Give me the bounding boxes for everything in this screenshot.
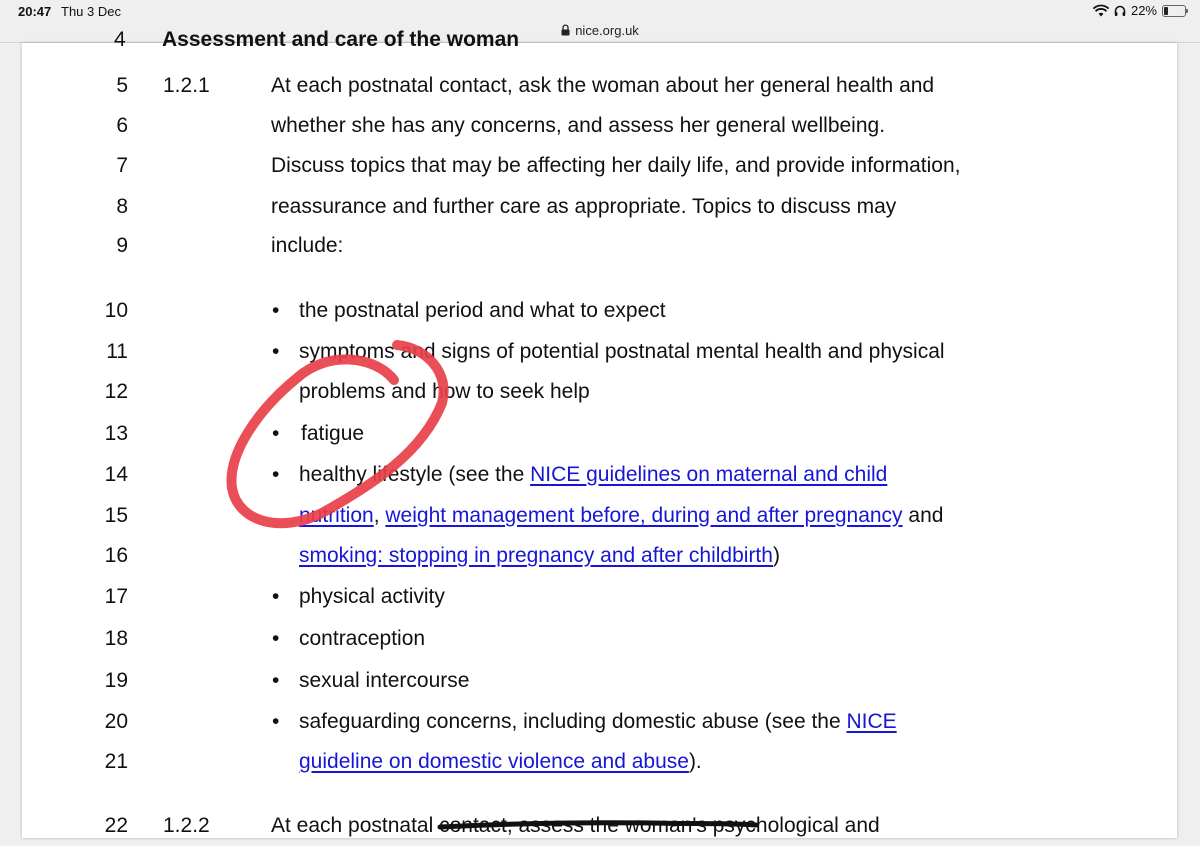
- document-line: [22, 536, 1177, 576]
- headphones-icon: [1114, 5, 1126, 17]
- list-item-text: [299, 742, 702, 782]
- link-nice[interactable]: NICE: [846, 710, 897, 733]
- document-line: [22, 372, 1177, 412]
- line-number: 17: [104, 585, 128, 608]
- link-nutrition[interactable]: nutrition: [299, 504, 374, 527]
- bullet: •: [272, 627, 280, 650]
- list-item: [22, 577, 1177, 617]
- document-line: [22, 226, 1177, 266]
- document-line: [22, 106, 1177, 146]
- url-text: nice.org.uk: [575, 22, 639, 38]
- line-number: 5: [116, 74, 128, 97]
- text-fragment: ).: [688, 750, 702, 773]
- list-item: [22, 414, 1177, 454]
- list-item-text: the postnatal period and what to expect: [299, 299, 666, 322]
- line-text: include:: [271, 234, 344, 257]
- line-text: At each postnatal contact, ask the woman about her general health and: [271, 74, 935, 97]
- link-smoking[interactable]: smoking: stopping in pregnancy and after childbirth: [299, 544, 773, 567]
- bullet: •: [272, 299, 280, 322]
- text-fragment: healthy lifestyle (see the: [299, 463, 531, 486]
- line-number: 13: [104, 422, 128, 445]
- line-number: 16: [104, 544, 128, 567]
- line-number: 18: [104, 627, 128, 650]
- link-weight-management[interactable]: weight management before, during and after pregnancy: [385, 504, 903, 527]
- text-fragment: ): [772, 544, 780, 567]
- line-text: At each postnatal contact, assess the woman's psychological and: [271, 814, 880, 837]
- list-item-text: [299, 496, 943, 536]
- list-item-text: physical activity: [299, 585, 445, 608]
- bullet: •: [272, 422, 280, 445]
- bullet: •: [272, 340, 280, 363]
- status-icons: [1093, 3, 1186, 18]
- list-item: [22, 291, 1177, 331]
- list-item: [22, 619, 1177, 659]
- text-fragment: ,: [373, 504, 386, 527]
- section-heading: Assessment and care of the woman: [162, 28, 520, 51]
- section-number: 1.2.2: [163, 814, 210, 837]
- battery-fill: [1164, 7, 1168, 15]
- list-item-text: symptoms and signs of potential postnatal mental health and physical: [299, 340, 945, 363]
- link-domestic-violence[interactable]: guideline on domestic violence and abuse: [299, 750, 689, 773]
- line-number: 19: [104, 669, 128, 692]
- line-number: 6: [116, 114, 128, 137]
- lock-icon: [561, 24, 570, 36]
- list-item: [22, 455, 1177, 495]
- line-number: 12: [104, 380, 128, 403]
- list-item-text: [299, 455, 887, 495]
- line-number: 22: [104, 814, 128, 837]
- list-item-text: contraception: [299, 627, 426, 650]
- text-fragment: and: [902, 504, 944, 527]
- list-item-text: [299, 702, 897, 742]
- line-number: 8: [116, 195, 128, 218]
- list-item: [22, 661, 1177, 701]
- bullet: •: [272, 710, 280, 733]
- line-number: 11: [106, 340, 128, 363]
- battery-icon: [1162, 5, 1186, 17]
- line-text: Discuss topics that may be affecting her daily life, and provide information,: [271, 154, 961, 177]
- line-number: 21: [104, 750, 128, 773]
- document-line: [22, 496, 1177, 536]
- section-number: 1.2.1: [163, 74, 210, 97]
- list-item-text: [299, 536, 780, 576]
- text-fragment: safeguarding concerns, including domestic abuse (see the: [299, 710, 847, 733]
- document-line: [22, 742, 1177, 782]
- date: Thu 3 Dec: [61, 4, 121, 19]
- document-line: [22, 187, 1177, 227]
- document-line: [22, 806, 1177, 846]
- clock: 20:47: [18, 4, 52, 19]
- line-number: 9: [116, 234, 128, 257]
- line-number: 20: [104, 710, 128, 733]
- line-text: whether she has any concerns, and assess her general wellbeing.: [271, 114, 886, 137]
- list-item-text: fatigue: [301, 422, 365, 445]
- line-text: reassurance and further care as appropriate. Topics to discuss may: [271, 195, 897, 218]
- list-item: [22, 332, 1177, 372]
- list-item: [22, 702, 1177, 742]
- battery-percentage: 22%: [1130, 3, 1157, 18]
- list-item-text: problems and how to seek help: [299, 380, 590, 403]
- line-number: 14: [104, 463, 128, 486]
- line-number: 7: [116, 154, 128, 177]
- list-item-text: sexual intercourse: [299, 669, 470, 692]
- document-line: [22, 146, 1177, 186]
- bullet: •: [272, 669, 280, 692]
- bullet: •: [272, 463, 280, 486]
- wifi-icon: [1093, 5, 1109, 17]
- bullet: •: [272, 585, 280, 608]
- line-number: 15: [104, 504, 128, 527]
- link-maternal-child-nutrition[interactable]: NICE guidelines on maternal and child: [530, 463, 888, 486]
- document-line: [22, 66, 1177, 106]
- heading-line-number: 4: [114, 28, 126, 51]
- line-number: 10: [104, 299, 128, 322]
